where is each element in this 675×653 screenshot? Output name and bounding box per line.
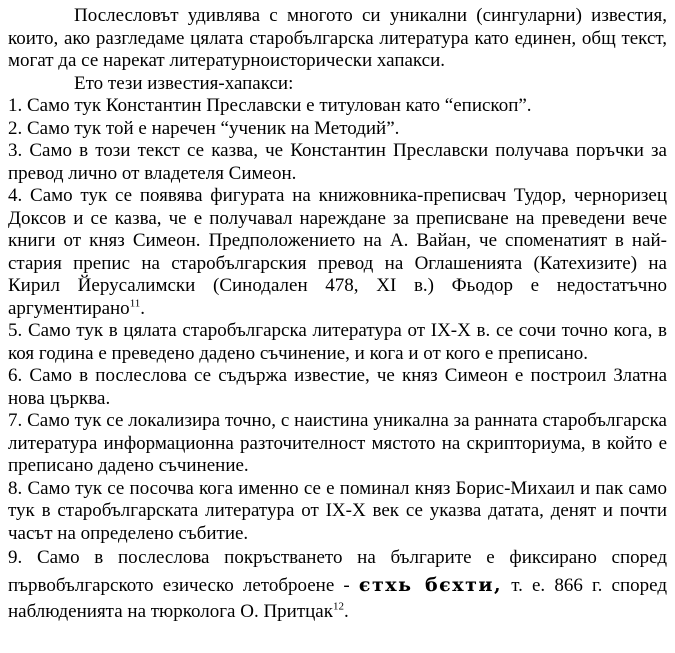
list-item-6 <box>8 365 667 410</box>
list-item-6-text: 6. Само в послеслова се съдържа известие, че княз Симеон е построил Златна нова църква. <box>8 365 667 409</box>
list-item-4 <box>8 185 667 320</box>
list-item-3 <box>8 140 667 185</box>
list-item-7 <box>8 410 667 478</box>
list-item-1-text: 1. Само тук Константин Преславски е титулован като “епископ”. <box>8 95 532 116</box>
list-item-9-text: 9. Само в послеслова покръстването на българите е фиксирано според първобългарското езическо летоброене - <box>8 547 667 596</box>
list-item-4-text: 4. Само тук се появява фигурата на книжовника-преписвач Тудор, черноризец Доксов и се казва, че е получавал нареждане за преписване на преведени вече книги от княз Симеон. Предположението на А. Вайан, че споменатият в най-стария препис на старобългарския превод на Оглашенията (Катехизите) на Кирил Йерусалимски (Синодален 478, XI в.) Фьодор е недостатъчно аргументирано <box>8 185 667 319</box>
list-item-9-text2: т. е. 866 г. според наблюденията на тюрколога О. Притцак <box>8 574 667 622</box>
footnote-ref-11: 11 <box>129 297 141 310</box>
list-item-8 <box>8 478 667 546</box>
list-item-8-text: 8. Само тук се посочва кога именно се е поминал княз Борис-Михаил и пак само тук в старобългарската литература от IX-X век се указва датата, денят и почти часът на определено събитие. <box>8 477 667 544</box>
footnote-ref-12: 12 <box>332 600 344 613</box>
list-item-3-text: 3. Само в този текст се казва, че Константин Преславски получава поръчки за превод лично от владетеля Симеон. <box>8 140 667 184</box>
list-item-4-after: . <box>140 297 146 319</box>
list-item-2-text: 2. Само тук той е наречен “ученик на Методий”. <box>8 117 400 139</box>
list-item-9 <box>8 545 667 626</box>
list-item-9-after: . <box>343 601 349 622</box>
list-item-5 <box>8 320 667 365</box>
list-item-7-text: 7. Само тук се локализира точно, с наистина уникална за ранната старобългарска литература информационна разточителност мястото на скрипториума, в който е преписано дадено съчинение. <box>8 410 667 476</box>
list-item-1 <box>8 95 667 118</box>
list-item-2 <box>8 118 667 141</box>
list-item-5-text: 5. Само тук в цялата старобългарска литература от IX-X в. се сочи точно кога, в коя година е преведено дадено съчинение, и кога и от кого е преписано. <box>8 320 667 364</box>
list-heading: Ето тези известия-хапакси: <box>74 72 294 94</box>
intro-paragraph: Послесловът удивлява с многото си уникални (сингуларни) известия, които, ако разгледаме цялата старобългарска литература като единен, общ текст, могат да се нарекат литературноисторически хапакси. <box>8 5 667 71</box>
protobulgarian-date: єтхь бєхти, <box>358 573 503 596</box>
